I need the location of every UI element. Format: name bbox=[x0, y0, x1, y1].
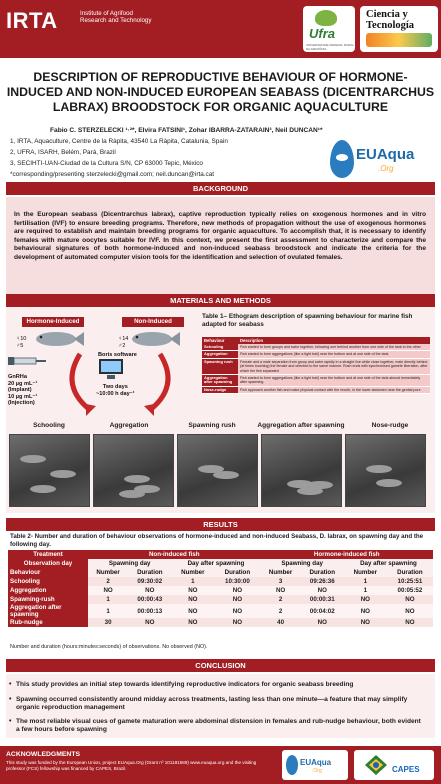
conclusion-heading: CONCLUSION bbox=[6, 659, 435, 672]
table1-title: Table 1– Ethogram description of spawning behaviour for marine fish adapted for seabass bbox=[202, 313, 413, 328]
data-cell: NO bbox=[88, 586, 128, 595]
hormone-induced-label: Hormone-Induced bbox=[22, 317, 84, 327]
capes-emblem-icon bbox=[364, 754, 388, 776]
euaqua-logo bbox=[330, 138, 430, 188]
data-cell: 00:00:43 bbox=[128, 595, 171, 604]
non-induced-header: Non-induced fish bbox=[88, 550, 260, 559]
leaf-icon bbox=[315, 10, 337, 26]
non-induced-counts: ♀14 ♂2 bbox=[118, 336, 129, 349]
photo-label-schooling: Schooling bbox=[33, 422, 65, 429]
euaqua-footer-org: .Org bbox=[312, 768, 322, 774]
row-label: Schooling bbox=[8, 577, 88, 586]
data-cell: 00:00:13 bbox=[128, 604, 171, 618]
row-label: Aggregation bbox=[8, 586, 88, 595]
data-cell: 40 bbox=[260, 618, 300, 627]
data-cell: 2 bbox=[260, 604, 300, 618]
irta-logo: IRTA bbox=[6, 8, 58, 33]
behaviour-cell: Schooling bbox=[202, 344, 238, 351]
conclusion-point: Spawning occurred consistently around midday across treatments, lasting less than one minute—a feature that may simplify organic reproduction management bbox=[16, 696, 408, 711]
ufra-logo-text: Ufra bbox=[309, 26, 336, 41]
data-cell: NO bbox=[128, 618, 171, 627]
photo-label-aggregation-after-spawning: Aggregation after spawning bbox=[257, 422, 345, 429]
hormone-induced-counts: ♀10 ♂5 bbox=[16, 336, 27, 349]
data-cell: 1 bbox=[344, 586, 387, 595]
photo-label-nose-rudge: Nose-rudge bbox=[371, 422, 409, 429]
data-cell: NO bbox=[301, 618, 344, 627]
description-cell: Fish approach another fish and make physical contact with the mouth, in the lower abdomen near the genital pore bbox=[238, 386, 430, 393]
day-header: Spawning day bbox=[88, 559, 171, 568]
data-cell: NO bbox=[387, 604, 433, 618]
description-cell: Fish started to form aggregations (like a tight ball) near the bottom and at one side of the tank almost immediately after spawning bbox=[238, 375, 430, 387]
behaviour-header: Behaviour bbox=[8, 568, 88, 577]
data-cell: 30 bbox=[88, 618, 128, 627]
data-cell: 2 bbox=[88, 577, 128, 586]
authors: Fabio C. STERZELECKI ¹·²*, Elvira FATSINI¹, Zohar IBARRA-ZATARAIN³, Neil DUNCAN¹* bbox=[50, 127, 323, 134]
data-cell: NO bbox=[260, 586, 300, 595]
photo-aggregation bbox=[93, 434, 174, 507]
description-cell: Female and a male separation from group and swim rapidly in a straight line while close together, male directly behind (at times touching) the female and oriented to the same manner. Rush ends with synchronised gamete liberation, after which the fish separated bbox=[238, 358, 430, 374]
cyt-logo-text: Ciencia y Tecnología bbox=[366, 9, 415, 31]
irta-subtitle: Institute of Agrifood Research and Technology bbox=[80, 10, 152, 25]
ufra-logo bbox=[303, 6, 355, 52]
acknowledgments-text: This study was funded by the European Union, project EUAqua.Org (Grant nº 101181589) www.euaqua.org and the visiting professor (FCS) fellowship was financed by CAPES, Brazil. bbox=[6, 760, 257, 771]
bullet-icon: • bbox=[9, 696, 12, 703]
data-cell: NO bbox=[344, 618, 387, 627]
table-row bbox=[202, 344, 430, 351]
results-table bbox=[8, 550, 433, 627]
data-cell: NO bbox=[214, 586, 260, 595]
correspondence: *corresponding/presenting sterzelecki@gmail.com; neil.duncan@irta.cat bbox=[10, 171, 215, 178]
ciencia-tecnologia-logo bbox=[360, 6, 438, 52]
data-cell: 1 bbox=[88, 604, 128, 618]
table-row bbox=[8, 586, 433, 595]
data-cell: 00:04:02 bbox=[301, 604, 344, 618]
affiliation-1: 1, IRTA, Aquaculture, Centre de la Ràpita, 43540 La Ràpita, Catalunia, Spain bbox=[10, 138, 228, 145]
capes-logo bbox=[354, 750, 434, 780]
data-cell: 10:25:51 bbox=[387, 577, 433, 586]
euaqua-footer-logo bbox=[282, 750, 348, 780]
number-header: Number bbox=[260, 568, 300, 577]
euaqua-logo-text: EUAqua bbox=[356, 146, 415, 163]
data-cell: NO bbox=[171, 586, 214, 595]
data-cell: NO bbox=[171, 618, 214, 627]
photo-label-aggregation: Aggregation bbox=[109, 422, 149, 429]
data-cell: NO bbox=[128, 586, 171, 595]
behaviour-cell: Spawning rush bbox=[202, 358, 238, 374]
number-header: Number bbox=[171, 568, 214, 577]
description-cell: Fish started to form groups and swim together, following one behind another from one side of the tank to the other bbox=[238, 344, 430, 351]
table-row bbox=[8, 604, 433, 618]
data-cell: NO bbox=[344, 604, 387, 618]
data-cell: 1 bbox=[171, 577, 214, 586]
results-heading: RESULTS bbox=[6, 518, 435, 531]
day-header: Day after spawning bbox=[344, 559, 433, 568]
number-header: Number bbox=[88, 568, 128, 577]
background-text: In the European seabass (Dicentrarchus labrax), captive reproduction typically relies on exogenous hormones and in vitro fertilisation (IVF) to ensure breeding programs. Therefore, new methods of propagation without the use of exogenous hormones are required to establish and maintain breeding programs for organic aquaculture. To accomplish that, it is necessary to identify females with mature oocytes suitable for IVF. In this context, we present the first assessment to characterize and compare the behavioural signatures of both hormone-induced and non-induced seabass broodstock and indicate the criteria for the development of automated computer vision tools for the identification and selection of ovulated females. bbox=[14, 211, 426, 261]
ethogram-table bbox=[202, 337, 430, 394]
affiliation-2: 2, UFRA, ISARH, Belém, Pará, Brazil bbox=[10, 149, 116, 156]
data-cell: NO bbox=[387, 618, 433, 627]
day-header: Spawning day bbox=[260, 559, 343, 568]
conclusion-point: The most reliable visual cues of gamete maturation were abdominal distension in females and rub-nudge behaviour, both evident a few hours before spawning bbox=[16, 718, 421, 733]
data-cell: NO bbox=[301, 586, 344, 595]
data-cell: NO bbox=[344, 595, 387, 604]
photo-schooling bbox=[9, 434, 90, 507]
table-header: Behaviour bbox=[202, 337, 238, 344]
table-row bbox=[202, 351, 430, 358]
table-row bbox=[8, 595, 433, 604]
duration-header: Duration bbox=[387, 568, 433, 577]
table-row bbox=[202, 386, 430, 393]
methods-heading: MATERIALS AND METHODS bbox=[6, 294, 435, 307]
table-row bbox=[8, 559, 433, 568]
description-cell: Fish started to form aggregations (like a tight ball) near the bottom and at one side of the tank bbox=[238, 351, 430, 358]
recording-period: Two days ~10:00 h day⁻¹ bbox=[96, 384, 135, 397]
table-row bbox=[8, 550, 433, 559]
number-header: Number bbox=[344, 568, 387, 577]
euaqua-footer-text: EUAqua bbox=[300, 758, 332, 767]
bullet-icon: • bbox=[9, 681, 12, 688]
affiliation-3: 3, SECIHTI-UAN-Ciudad de la Cultura S/N, CP 63000 Tepic, México bbox=[10, 160, 203, 167]
data-cell: NO bbox=[214, 595, 260, 604]
behaviour-cell: Aggregation after spawning bbox=[202, 375, 238, 387]
row-label: Aggregation after spawning bbox=[8, 604, 88, 618]
data-cell: 10:30:00 bbox=[214, 577, 260, 586]
hormone-induced-header: Hormone-induced fish bbox=[260, 550, 433, 559]
non-induced-label: Non-Induced bbox=[122, 317, 184, 327]
table-row bbox=[8, 618, 433, 627]
duration-header: Duration bbox=[214, 568, 260, 577]
data-cell: 00:00:31 bbox=[301, 595, 344, 604]
table-row bbox=[8, 568, 433, 577]
gnrha-dose: GnRHa 20 µg mL⁻¹ (Implant) 10 µg mL⁻¹ (Injection) bbox=[8, 374, 38, 406]
observation-day-header: Observation day bbox=[8, 559, 88, 568]
data-cell: 09:26:36 bbox=[301, 577, 344, 586]
data-cell: NO bbox=[214, 618, 260, 627]
data-cell: NO bbox=[387, 595, 433, 604]
table-row bbox=[8, 577, 433, 586]
boris-software-label: Boris software bbox=[98, 352, 137, 358]
photo-nose-rudge bbox=[345, 434, 426, 507]
duration-header: Duration bbox=[301, 568, 344, 577]
data-cell: 3 bbox=[260, 577, 300, 586]
syringe-icon bbox=[8, 354, 48, 368]
duration-header: Duration bbox=[128, 568, 171, 577]
data-cell: NO bbox=[171, 604, 214, 618]
row-label: Rub-nudge bbox=[8, 618, 88, 627]
fish-icon bbox=[336, 154, 348, 161]
behaviour-cell: Nose-rudge bbox=[202, 386, 238, 393]
row-label: Spawning-rush bbox=[8, 595, 88, 604]
water-drop-icon bbox=[330, 140, 354, 178]
background-heading: BACKGROUND bbox=[6, 182, 435, 195]
data-cell: 1 bbox=[344, 577, 387, 586]
behaviour-cell: Aggregation bbox=[202, 351, 238, 358]
data-cell: NO bbox=[214, 604, 260, 618]
cyt-leaf-icon bbox=[366, 33, 432, 47]
acknowledgments-title: ACKNOWLEDGMENTS bbox=[6, 751, 81, 758]
capes-logo-text: CAPES bbox=[392, 765, 420, 774]
conclusion-point: This study provides an initial step towards identifying reproductive indicators for organic seabass breeding bbox=[16, 681, 354, 688]
photo-label-spawning-rush: Spawning rush bbox=[188, 422, 236, 429]
table2-title: Table 2- Number and duration of behaviour observations of hormone-induced and non-induced Seabass, D. labrax, on spawning day and the following day. bbox=[10, 533, 424, 548]
table-row bbox=[202, 358, 430, 374]
bullet-icon: • bbox=[9, 718, 12, 725]
table-header: Description bbox=[238, 337, 430, 344]
table-header-row bbox=[202, 337, 430, 344]
table-row bbox=[202, 375, 430, 387]
data-cell: 00:05:52 bbox=[387, 586, 433, 595]
water-drop-icon bbox=[286, 755, 298, 775]
photo-aggregation-after-spawning bbox=[261, 434, 342, 507]
data-cell: 2 bbox=[260, 595, 300, 604]
treatment-header: Treatment bbox=[8, 550, 88, 559]
data-cell: NO bbox=[171, 595, 214, 604]
ufra-logo-subtext: UNIVERSIDADE FEDERAL RURAL DA AMAZÔNIA bbox=[306, 43, 354, 51]
day-header: Day after spawning bbox=[171, 559, 260, 568]
data-cell: 09:30:02 bbox=[128, 577, 171, 586]
table-footnote: Number and duration (hours:minutes:seconds) of observations. No observed (NO). bbox=[10, 644, 208, 650]
euaqua-logo-org: .Org bbox=[378, 164, 394, 173]
photo-spawning-rush bbox=[177, 434, 258, 507]
computer-icon bbox=[97, 358, 125, 380]
poster-title: DESCRIPTION OF REPRODUCTIVE BEHAVIOUR OF HORMONE-INDUCED AND NON-INDUCED EUROPEAN SEABASS (DICENTRARCHUS LABRAX) BROODSTOCK FOR ORGANIC AQUACULTURE bbox=[6, 70, 435, 114]
data-cell: 1 bbox=[88, 595, 128, 604]
